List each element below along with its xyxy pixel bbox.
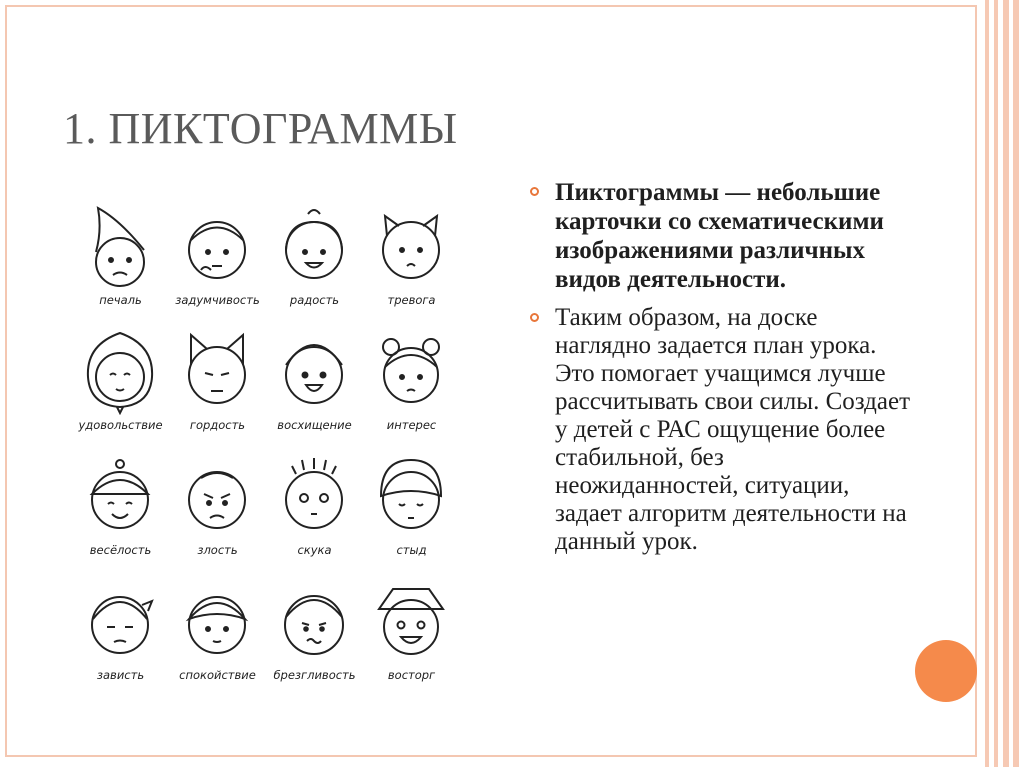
- bullet-text: Таким образом, на доске наглядно задается план урока. Это помогает учащимся лучше рассчитывать свои силы. Создает у детей с РАС ощущение более стабильной, без неожиданностей, ситуации, задает алгоритм деятельности на данный урок.: [555, 304, 911, 555]
- bullet-list: [530, 178, 910, 556]
- pictogram-card: [363, 575, 460, 693]
- pictogram-label: тревога: [387, 293, 436, 307]
- pictogram-label: восхищение: [277, 418, 352, 432]
- pictogram-card: [169, 450, 266, 568]
- pictogram-card: [266, 325, 363, 443]
- bullet-item: [530, 178, 910, 294]
- anger-face-icon: [177, 450, 257, 540]
- pictogram-card: [363, 200, 460, 318]
- disgust-face-icon: [274, 575, 354, 665]
- pictogram-card: [72, 325, 169, 443]
- boredom-face-icon: [274, 450, 354, 540]
- pictogram-label: злость: [197, 543, 238, 557]
- pictogram-label: весёлость: [89, 543, 152, 557]
- pictogram-card: [169, 200, 266, 318]
- decorative-orange-circle: [915, 640, 977, 702]
- pictogram-grid: [72, 200, 462, 680]
- pictogram-card: [363, 450, 460, 568]
- pictogram-card: [72, 200, 169, 318]
- pictogram-card: [169, 325, 266, 443]
- interest-face-icon: [371, 325, 451, 415]
- pictogram-label: гордость: [189, 418, 246, 432]
- orange-circle-bullet-icon: [530, 313, 539, 322]
- envy-face-icon: [80, 575, 160, 665]
- shame-face-icon: [371, 450, 451, 540]
- delight-face-icon: [371, 575, 451, 665]
- pictogram-label: скука: [297, 543, 332, 557]
- pictogram-card: [266, 200, 363, 318]
- pictogram-label: радость: [289, 293, 340, 307]
- joy-face-icon: [274, 200, 354, 290]
- pictogram-label: восторг: [387, 668, 436, 682]
- pictogram-card: [72, 450, 169, 568]
- pictogram-label: задумчивость: [175, 293, 260, 307]
- anxiety-face-icon: [371, 200, 451, 290]
- pleasure-face-icon: [80, 325, 160, 415]
- orange-circle-bullet-icon: [530, 187, 539, 196]
- pictogram-card: [266, 450, 363, 568]
- cheerful-face-icon: [80, 450, 160, 540]
- pride-face-icon: [177, 325, 257, 415]
- slide-title: 1. ПИКТОГРАММЫ: [63, 104, 458, 153]
- pictogram-label: спокойствие: [179, 668, 256, 682]
- pictogram-card: [169, 575, 266, 693]
- pictogram-label: брезгливость: [273, 668, 356, 682]
- pictogram-card: [363, 325, 460, 443]
- pictogram-label: удовольствие: [78, 418, 163, 432]
- calm-face-icon: [177, 575, 257, 665]
- thoughtful-face-icon: [177, 200, 257, 290]
- decorative-stripes: [977, 0, 1024, 767]
- bullet-text: Пиктограммы — небольшие карточки со схематическими изображениями различных видов деятельности.: [555, 179, 884, 293]
- pictogram-card: [72, 575, 169, 693]
- sad-face-icon: [80, 200, 160, 290]
- bullet-item: [530, 304, 910, 556]
- admiration-face-icon: [274, 325, 354, 415]
- pictogram-label: печаль: [99, 293, 142, 307]
- pictogram-label: интерес: [386, 418, 437, 432]
- pictogram-card: [266, 575, 363, 693]
- pictogram-label: зависть: [96, 668, 145, 682]
- pictogram-label: стыд: [396, 543, 427, 557]
